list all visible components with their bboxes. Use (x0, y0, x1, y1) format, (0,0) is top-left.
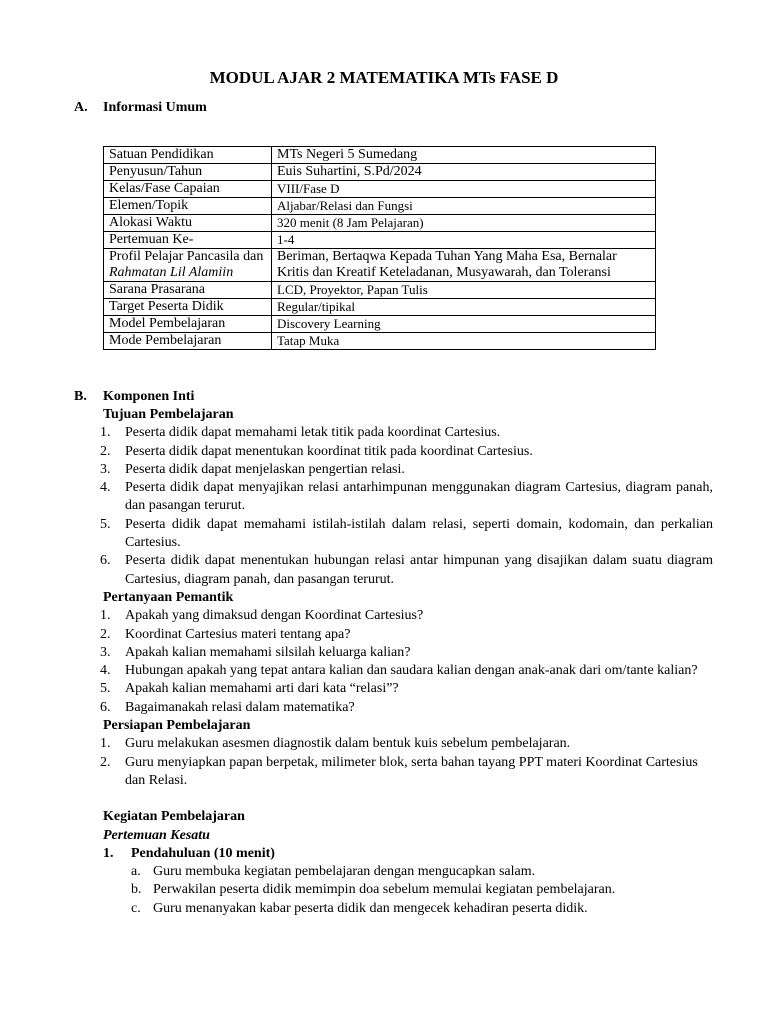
table-key (104, 249, 272, 282)
table-value: Discovery Learning (272, 316, 656, 333)
step-heading (103, 845, 713, 863)
list-item (103, 900, 713, 918)
step-title: Pendahuluan (10 menit) (131, 845, 275, 861)
list-item (103, 881, 713, 899)
list-text: Peserta didik dapat memahami istilah-istilah dalam relasi, seperti domain, kodomain, dan perkalian Cartesius. (125, 516, 713, 551)
list-number: 1. (100, 425, 111, 441)
list-text: Peserta didik dapat memahami letak titik pada koordinat Cartesius. (125, 425, 501, 441)
list-number: 3. (100, 461, 111, 477)
table-value: Regular/tipikal (272, 299, 656, 316)
list-text: Guru menyiapkan papan berpetak, milimeter blok, serta bahan tayang PPT materi Koordinat Cartesius dan Relasi. (125, 754, 698, 788)
list-text: Peserta didik dapat menjelaskan pengertian relasi. (125, 461, 405, 477)
table-row (104, 147, 656, 164)
table-key: Elemen/Topik (104, 198, 272, 215)
list-text: Apakah kalian memahami silsilah keluarga kalian? (125, 644, 411, 660)
section-a-title: Informasi Umum (103, 100, 207, 115)
list-text: Perwakilan peserta didik memimpin doa sebelum memulai kegiatan pembelajaran. (153, 882, 616, 898)
kegiatan-heading: Kegiatan Pembelajaran (103, 809, 245, 825)
list-text: Guru menanyakan kabar peserta didik dan mengecek kehadiran peserta didik. (153, 900, 588, 916)
list-item (100, 754, 713, 791)
section-a-letter: A. (74, 100, 88, 115)
kegiatan-list (103, 863, 713, 918)
list-item (100, 424, 713, 442)
table-value: 320 menit (8 Jam Pelajaran) (272, 215, 656, 232)
list-text: Hubungan apakah yang tepat antara kalian dan saudara kalian dengan anak-anak dari om/tante kalian? (125, 663, 698, 679)
list-item (100, 680, 713, 698)
table-row (104, 232, 656, 249)
list-item (100, 479, 713, 516)
list-item (100, 461, 713, 479)
list-item (100, 443, 713, 461)
persiapan-heading: Persiapan Pembelajaran (103, 718, 251, 734)
table-key-text: Profil Pelajar Pancasila dan (109, 249, 264, 264)
table-key: Model Pembelajaran (104, 316, 272, 333)
table-row (104, 198, 656, 215)
list-number: 6. (100, 553, 111, 569)
table-row (104, 299, 656, 316)
list-number: 5. (100, 681, 111, 697)
list-number: 6. (100, 699, 111, 715)
table-key-italic: Rahmatan Lil Alamiin (109, 265, 234, 280)
content-body (100, 406, 713, 918)
document-title: MODUL AJAR 2 MATEMATIKA MTs FASE D (209, 68, 559, 87)
section-b-title: Komponen Inti (103, 389, 195, 404)
table-row (104, 282, 656, 299)
list-item (100, 699, 713, 717)
table-value: VIII/Fase D (272, 181, 656, 198)
list-text: Apakah yang dimaksud dengan Koordinat Cartesius? (125, 608, 424, 624)
table-value: Beriman, Bertaqwa Kepada Tuhan Yang Maha Esa, Bernalar Kritis dan Kreatif Keteladanan, Musyawarah, dan Toleransi (272, 249, 656, 282)
list-number: 2. (100, 443, 111, 459)
pemantik-heading: Pertanyaan Pemantik (103, 589, 234, 605)
list-number: 4. (100, 663, 111, 679)
list-item (100, 516, 713, 553)
table-value: Aljabar/Relasi dan Fungsi (272, 198, 656, 215)
table-value: 1-4 (272, 232, 656, 249)
list-number: 2. (100, 626, 111, 642)
table-value: MTs Negeri 5 Sumedang (272, 147, 656, 164)
step-number: 1. (103, 845, 114, 861)
table-row (104, 333, 656, 350)
tujuan-list (100, 424, 713, 589)
section-b-heading (74, 389, 194, 405)
list-text: Peserta didik dapat menentukan koordinat titik pada koordinat Cartesius. (125, 443, 533, 459)
table-key: Target Peserta Didik (104, 299, 272, 316)
list-item (100, 626, 713, 644)
pertemuan-heading: Pertemuan Kesatu (103, 827, 210, 843)
table-key: Satuan Pendidikan (104, 147, 272, 164)
list-item (100, 735, 713, 753)
tujuan-heading: Tujuan Pembelajaran (103, 407, 234, 422)
table-row (104, 316, 656, 333)
list-number: 2. (100, 754, 111, 770)
list-item (100, 644, 713, 662)
table-value: Tatap Muka (272, 333, 656, 350)
list-item (100, 662, 713, 680)
list-number: 3. (100, 644, 111, 660)
list-number: 1. (100, 736, 111, 752)
table-key: Sarana Prasarana (104, 282, 272, 299)
table-value: Euis Suhartini, S.Pd/2024 (272, 164, 656, 181)
list-number: 1. (100, 608, 111, 624)
table-row (104, 181, 656, 198)
list-item (103, 863, 713, 881)
list-text: Peserta didik dapat menyajikan relasi antarhimpunan menggunakan diagram Cartesius, diagram panah, dan pasangan terurut. (125, 480, 713, 514)
section-b-letter: B. (74, 389, 87, 404)
table-key: Penyusun/Tahun (104, 164, 272, 181)
table-value: LCD, Proyektor, Papan Tulis (272, 282, 656, 299)
table-key: Alokasi Waktu (104, 215, 272, 232)
table-key: Kelas/Fase Capaian (104, 181, 272, 198)
pemantik-list (100, 607, 713, 717)
list-number: 4. (100, 480, 111, 496)
list-text: Bagaimanakah relasi dalam matematika? (125, 699, 355, 715)
list-item (100, 552, 713, 589)
list-number: 5. (100, 516, 111, 532)
list-letter: c. (131, 900, 141, 916)
info-table (103, 146, 656, 350)
list-letter: b. (131, 882, 142, 898)
list-text: Guru melakukan asesmen diagnostik dalam bentuk kuis sebelum pembelajaran. (125, 736, 571, 752)
section-a-heading (74, 100, 207, 116)
list-text: Apakah kalian memahami arti dari kata “relasi”? (125, 681, 399, 697)
list-letter: a. (131, 864, 141, 880)
table-key: Pertemuan Ke- (104, 232, 272, 249)
list-text: Guru membuka kegiatan pembelajaran dengan mengucapkan salam. (153, 864, 536, 880)
table-row (104, 249, 656, 282)
table-row (104, 215, 656, 232)
list-text: Peserta didik dapat menentukan hubungan relasi antar himpunan yang disajikan dalam suatu diagram Cartesius, diagram panah, dan pasangan terurut. (125, 553, 713, 587)
table-row (104, 164, 656, 181)
persiapan-list (100, 735, 713, 790)
list-item (100, 607, 713, 625)
table-key: Mode Pembelajaran (104, 333, 272, 350)
list-text: Koordinat Cartesius materi tentang apa? (125, 626, 351, 642)
